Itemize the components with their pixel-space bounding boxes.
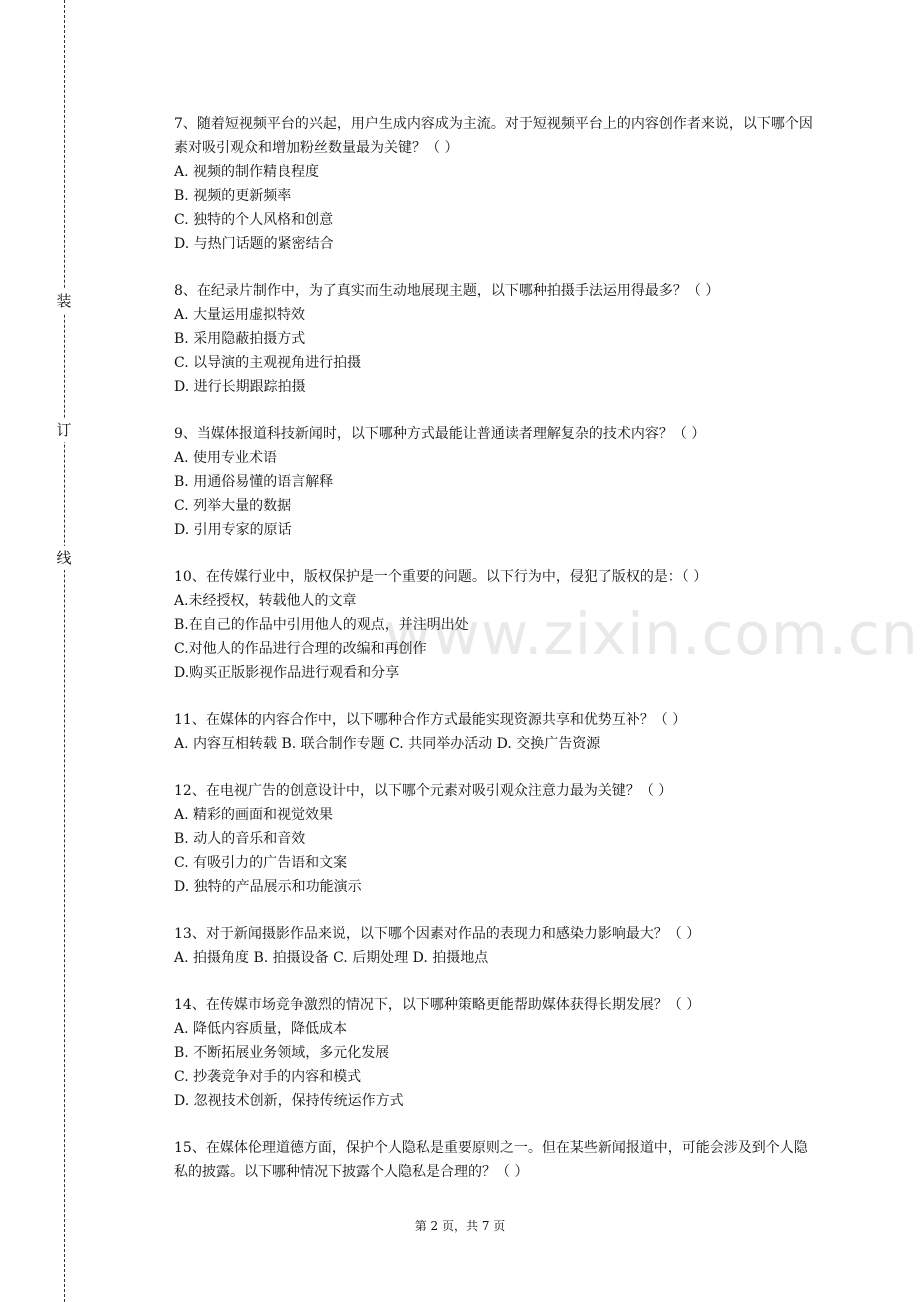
option-b: B. 采用隐蔽拍摄方式 — [174, 331, 306, 347]
option-c: C. 有吸引力的广告语和文案 — [174, 855, 348, 871]
question-15 — [174, 1136, 814, 1184]
options-inline: A. 内容互相转载 B. 联合制作专题 C. 共同举办活动 D. 交换广告资源 — [174, 736, 601, 752]
watermark: www.zixin.com.cn — [384, 600, 919, 668]
page-footer: 第 2 页，共 7 页 — [414, 1219, 506, 1233]
option-b: B. 不断拓展业务领域，多元化发展 — [174, 1045, 390, 1061]
option-c: C.对他人的作品进行合理的改编和再创作 — [174, 641, 427, 657]
question-8 — [174, 279, 814, 399]
option-b: B.在自己的作品中引用他人的观点，并注明出处 — [174, 617, 469, 633]
question-13 — [174, 922, 814, 970]
option-a: A. 精彩的画面和视觉效果 — [174, 807, 334, 823]
question-text: 10、在传媒行业中，版权保护是一个重要的问题。以下行为中，侵犯了版权的是：（ ） — [174, 569, 708, 585]
option-a: A.未经授权，转载他人的文章 — [174, 593, 357, 609]
question-11 — [174, 708, 814, 756]
question-9 — [174, 422, 814, 542]
question-text: 14、在传媒市场竞争激烈的情况下，以下哪种策略更能帮助媒体获得长期发展？（ ） — [174, 997, 701, 1013]
option-d: D. 引用专家的原话 — [174, 522, 292, 538]
option-c: C. 抄袭竞争对手的内容和模式 — [174, 1069, 362, 1085]
question-text: 13、对于新闻摄影作品来说，以下哪个因素对作品的表现力和感染力影响最大？（ ） — [174, 926, 701, 942]
option-b: B. 动人的音乐和音效 — [174, 831, 306, 847]
option-d: D.购买正版影视作品进行观看和分享 — [174, 665, 400, 681]
question-text: 11、在媒体的内容合作中，以下哪种合作方式最能实现资源共享和优势互补？（ ） — [174, 712, 687, 728]
question-14 — [174, 993, 814, 1113]
question-text: 15、在媒体伦理道德方面，保护个人隐私是重要原则之一。但在某些新闻报道中，可能会涉及到个人隐私的披露。以下哪种情况下披露个人隐私是合理的？（ ） — [174, 1140, 808, 1180]
option-c: C. 列举大量的数据 — [174, 498, 292, 514]
option-c: C. 以导演的主观视角进行拍摄 — [174, 355, 362, 371]
option-a: A. 大量运用虚拟特效 — [174, 307, 306, 323]
option-d: D. 独特的产品展示和功能演示 — [174, 879, 362, 895]
question-text: 12、在电视广告的创意设计中，以下哪个元素对吸引观众注意力最为关键？（ ） — [174, 783, 673, 799]
question-10 — [174, 565, 814, 685]
question-text: 7、随着短视频平台的兴起，用户生成内容成为主流。对于短视频平台上的内容创作者来说，以下哪个因素对吸引观众和增加粉丝数量最为关键？（ ） — [174, 116, 813, 156]
option-b: B. 视频的更新频率 — [174, 188, 292, 204]
binding-dashed-line — [64, 0, 65, 1302]
binding-char-zhuang: 装 — [55, 289, 73, 313]
question-12 — [174, 779, 814, 899]
binding-char-xian: 线 — [55, 546, 73, 570]
option-b: B. 用通俗易懂的语言解释 — [174, 474, 334, 490]
question-text: 8、在纪录片制作中，为了真实而生动地展现主题，以下哪种拍摄手法运用得最多？（ ） — [174, 283, 720, 299]
question-7 — [174, 112, 814, 256]
option-d: D. 忽视技术创新，保持传统运作方式 — [174, 1093, 404, 1109]
option-a: A. 视频的制作精良程度 — [174, 164, 320, 180]
question-text: 9、当媒体报道科技新闻时，以下哪种方式最能让普通读者理解复杂的技术内容？（ ） — [174, 426, 706, 442]
option-d: D. 与热门话题的紧密结合 — [174, 236, 334, 252]
option-a: A. 使用专业术语 — [174, 450, 278, 466]
option-c: C. 独特的个人风格和创意 — [174, 212, 334, 228]
option-d: D. 进行长期跟踪拍摄 — [174, 379, 306, 395]
options-inline: A. 拍摄角度 B. 拍摄设备 C. 后期处理 D. 拍摄地点 — [174, 950, 489, 966]
question-list — [174, 112, 814, 1207]
option-a: A. 降低内容质量，降低成本 — [174, 1021, 348, 1037]
binding-char-ding: 订 — [55, 418, 73, 442]
